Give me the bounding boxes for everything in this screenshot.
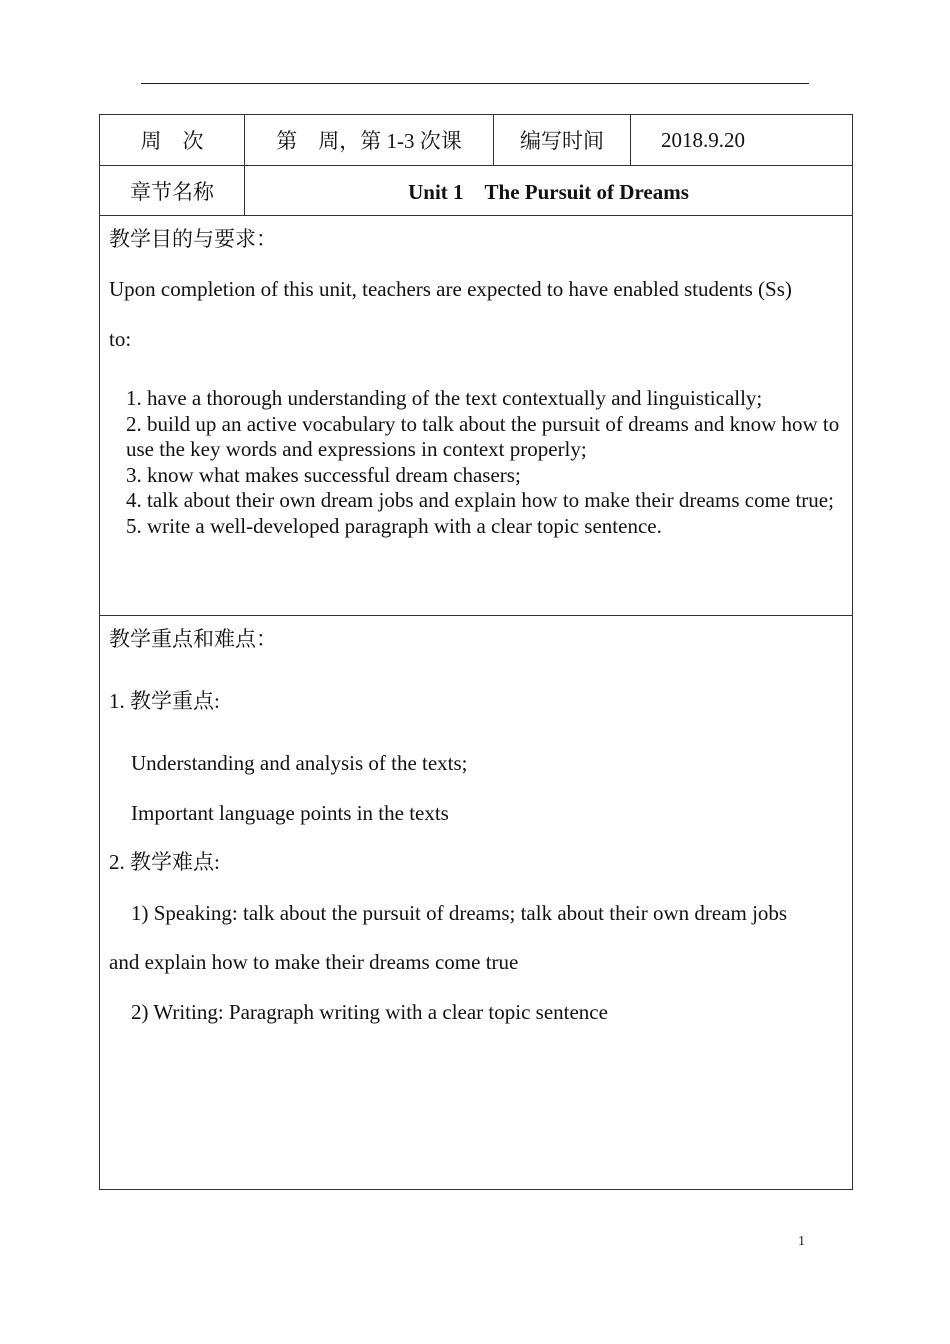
objectives-row [100,216,853,616]
difficulty-item-1-line1: 1) Speaking: talk about the pursuit of dreams; talk about their own dream jobs [131,901,788,925]
objectives-intro-line1: Upon completion of this unit, teachers are expected to have enabled students (Ss) [109,277,792,301]
objectives-intro-line2: to: [109,327,132,351]
objectives-section [100,216,853,616]
header-rule [141,83,809,84]
objective-item: 3. know what makes successful dream chasers; [126,462,521,487]
chapter-name-value [245,166,853,216]
objectives-list [126,386,846,540]
week-value: 第 周，第 1-3 次课 [245,115,494,166]
objective-item: 5. write a well-developed paragraph with a clear topic sentence. [126,513,662,538]
title-row [100,166,853,216]
objective-item: 2. build up an active vocabulary to talk about the pursuit of dreams and know how to use the key words and expressions in context properly; [126,411,840,462]
written-time-label: 编写时间 [494,115,631,166]
page-number: 1 [798,1234,805,1249]
week-label: 周 次 [100,115,245,166]
header-row [100,115,853,166]
lesson-plan-table [99,114,853,1190]
objectives-heading: 教学目的与要求： [109,227,277,251]
unit-title: Unit 1 The Pursuit of Dreams [408,179,689,204]
objective-item: 4. talk about their own dream jobs and explain how to make their dreams come true; [126,488,834,513]
key-points-row [100,616,853,1190]
focus-item: Important language points in the texts [131,801,449,825]
focus-title: 1. 教学重点: [109,689,220,713]
key-points-section [100,616,853,1190]
focus-item: Understanding and analysis of the texts; [131,751,468,775]
written-time-value: 2018.9.20 [631,115,853,166]
key-points-heading: 教学重点和难点： [109,627,277,651]
difficulty-item-1-line2: and explain how to make their dreams come true [109,950,519,974]
chapter-name-label: 章节名称 [100,166,245,216]
difficulty-title: 2. 教学难点: [109,850,220,874]
difficulty-item-2: 2) Writing: Paragraph writing with a clear topic sentence [131,1000,608,1024]
objective-item: 1. have a thorough understanding of the text contextually and linguistically; [126,386,763,410]
